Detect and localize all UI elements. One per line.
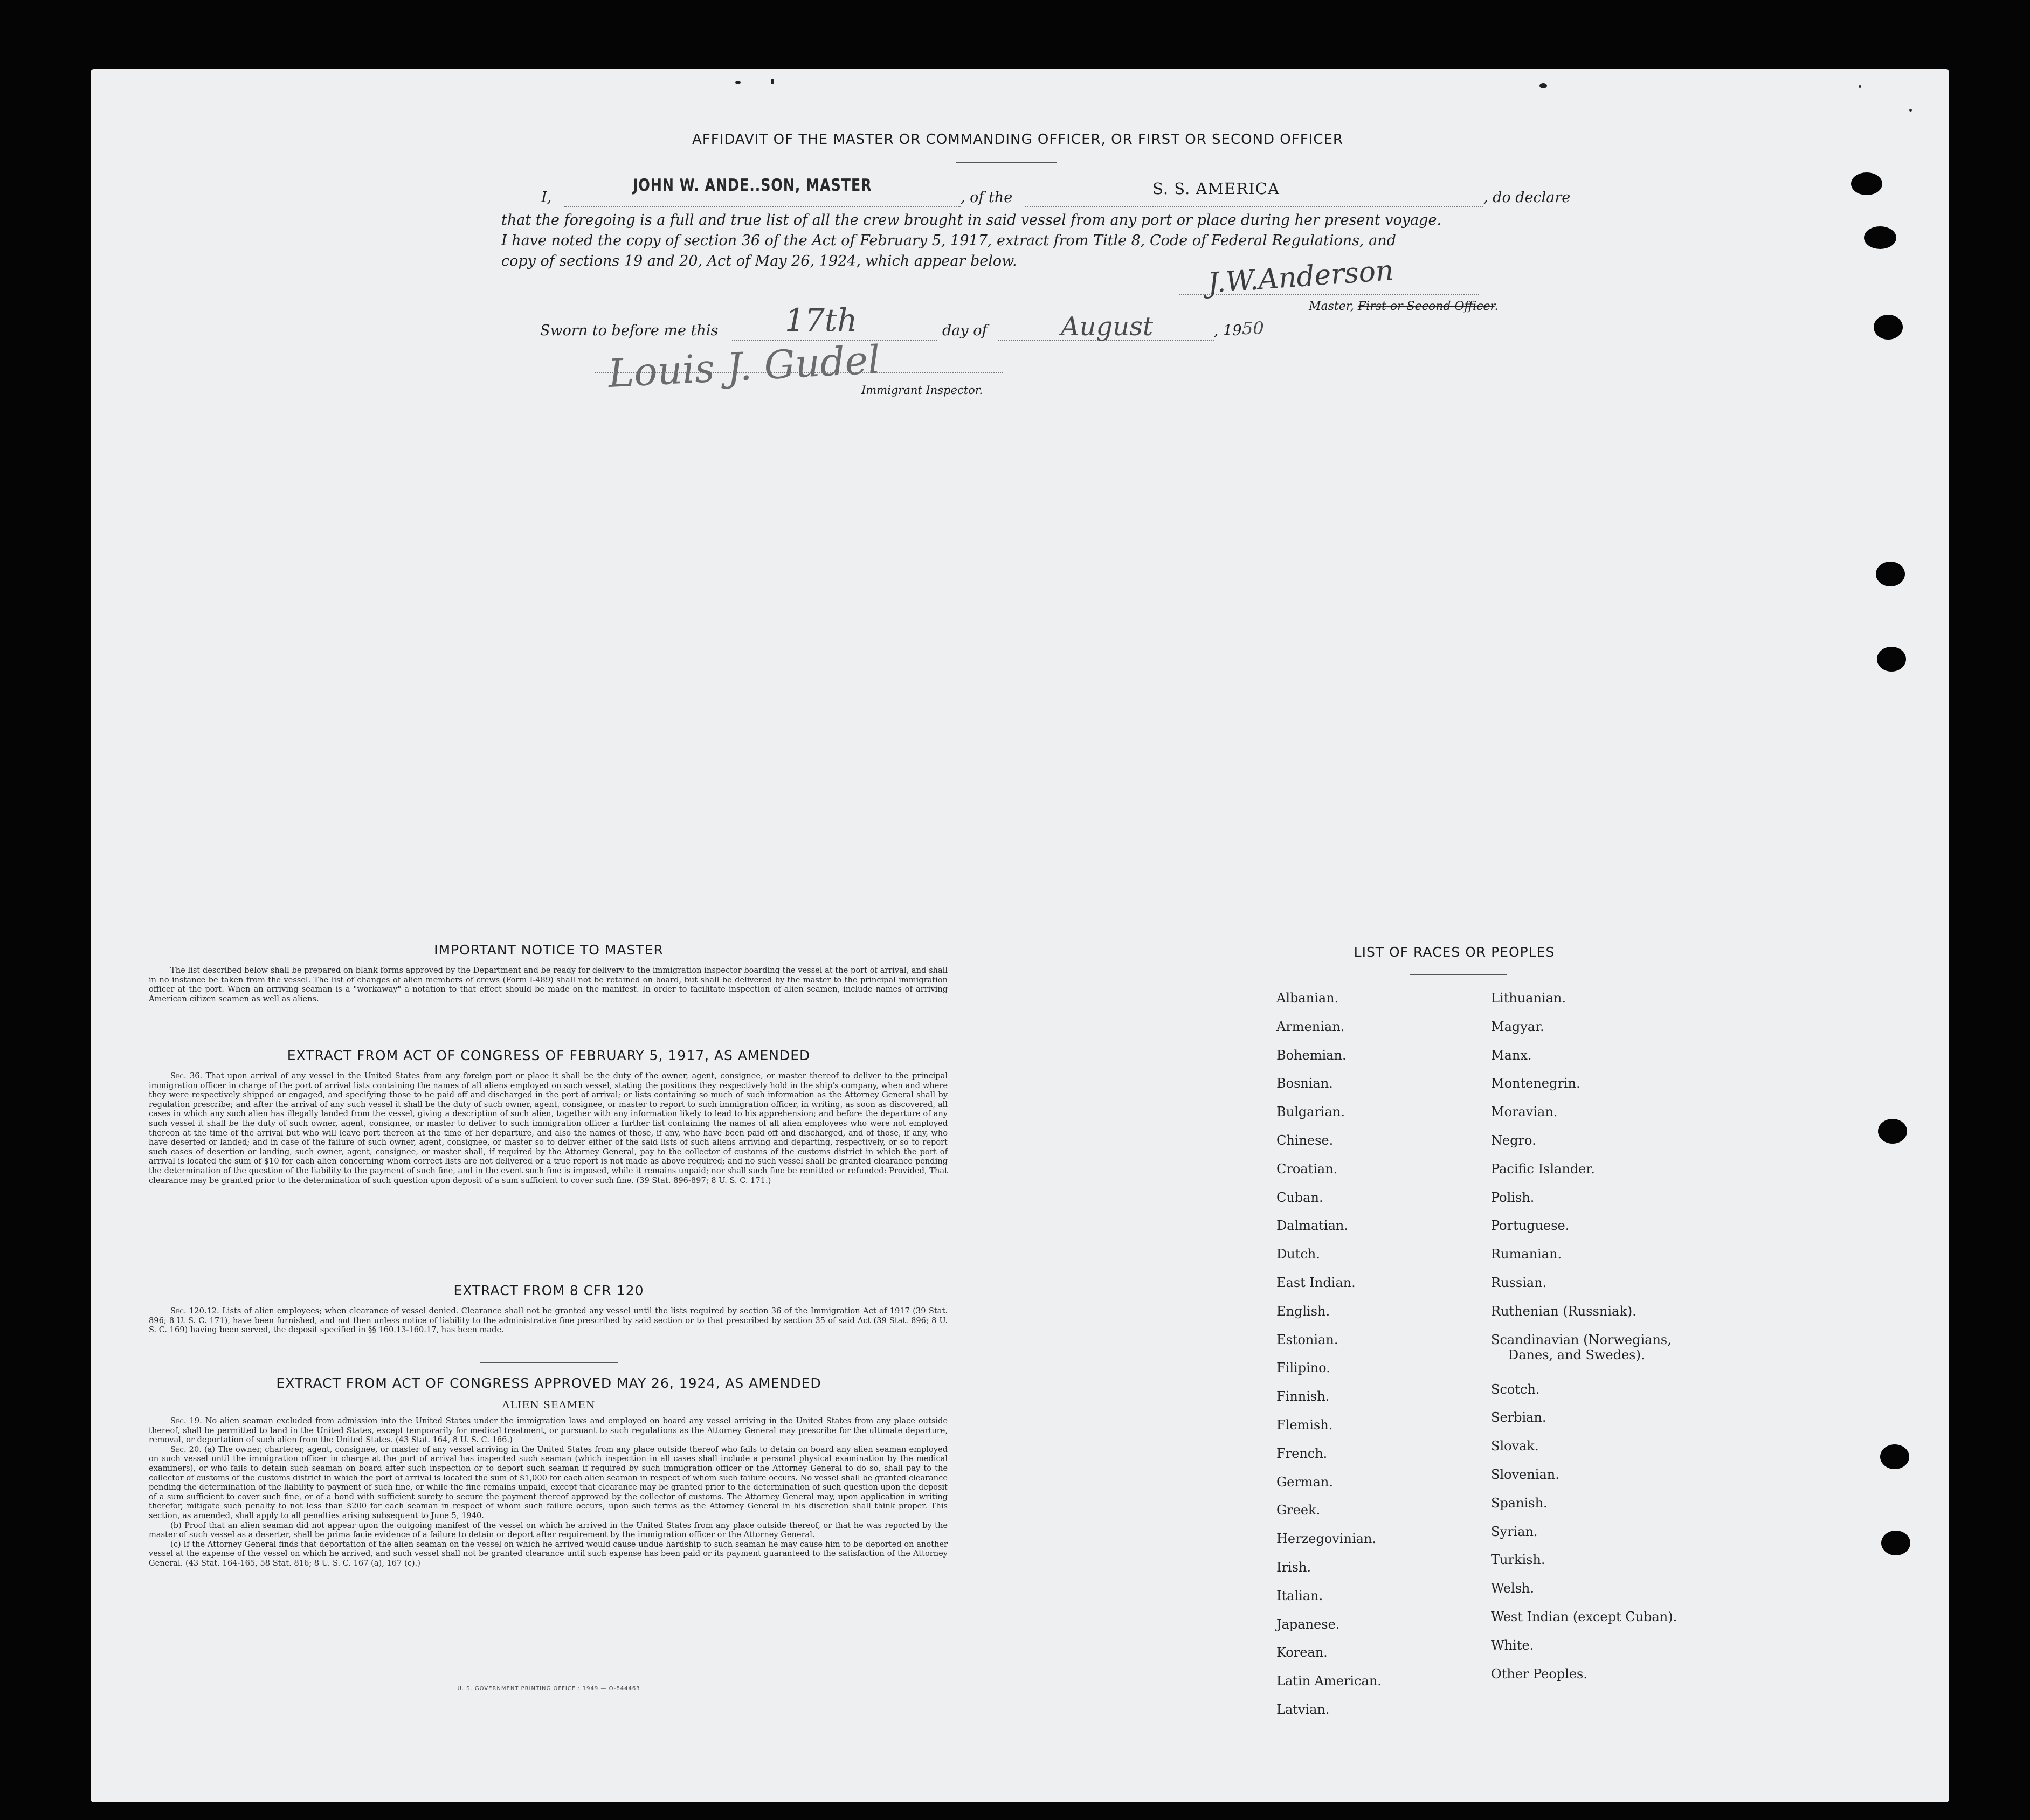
race-item: Moravian.: [1491, 1104, 1558, 1120]
race-item: Pacific Islander.: [1491, 1161, 1595, 1177]
race-item: Scandinavian (Norwegians,: [1491, 1332, 1672, 1347]
race-item: Greek.: [1276, 1503, 1321, 1518]
signature-line: [1179, 294, 1479, 295]
extract-1924-title: EXTRACT FROM ACT OF CONGRESS APPROVED MAY 26, 1924, AS AMENDED: [276, 1375, 821, 1391]
sec-20a: [149, 1445, 948, 1521]
speck: [1909, 109, 1912, 112]
vessel-name-value: S. S. AMERICA: [1152, 179, 1280, 198]
vessel-line: [1025, 206, 1483, 207]
inspector-line: [595, 372, 1003, 373]
race-item: Croatian.: [1276, 1161, 1338, 1177]
race-item: Montenegrin.: [1491, 1076, 1580, 1091]
document-page: [91, 69, 1949, 1802]
master-label: Master,: [1309, 300, 1358, 313]
race-item: German.: [1276, 1474, 1333, 1490]
officer-end: .: [1494, 300, 1499, 313]
race-item: Flemish.: [1276, 1417, 1333, 1433]
punch-hole: [1851, 172, 1882, 195]
sec-19-label: Sec. 19.: [170, 1416, 202, 1425]
race-item: Dalmatian.: [1276, 1218, 1349, 1234]
sec-120-label: Sec. 120.12.: [170, 1306, 219, 1316]
race-item: Filipino.: [1276, 1360, 1330, 1376]
sec-20b: (b) Proof that an alien seaman did not appear upon the outgoing manifest of the vessel on which he arrived in the United States from any place outside thereof, or that he was reported by the master of such vessel as a deserter, shall be prima facie evidence of a failure to detain or deport after requirement by the immigration officer or the Attorney General.: [149, 1520, 948, 1540]
speck: [735, 81, 741, 84]
do-declare-label: , do declare: [1483, 189, 1571, 206]
affidavit-line-3: I have noted the copy of section 36 of the Act of February 5, 1917, extract from Title 8, Code of Federal Regulations, and: [501, 232, 1396, 249]
sec-20c: (c) If the Attorney General finds that deportation of the alien seaman on the vessel on which he arrived would cause undue hardship to such seaman he may cause him to be deported on another vessel at the expense of the vessel on which he arrived, and such vessel shall not be granted clearance until such expense has been paid or its payment guaranteed to the satisfaction of the Attorney General. (43 Stat. 164-165, 58 Stat. 816; 8 U. S. C. 167 (a), 167 (c).): [149, 1539, 948, 1568]
race-item: Polish.: [1491, 1189, 1535, 1205]
punch-hole: [1878, 1119, 1907, 1144]
extract-1924-text: [149, 1416, 948, 1568]
races-title-rule: [1410, 974, 1507, 975]
race-item: Herzegovinian.: [1276, 1531, 1377, 1547]
year-value: 50: [1242, 318, 1264, 338]
speck: [1859, 85, 1861, 88]
notice-title: IMPORTANT NOTICE TO MASTER: [434, 942, 664, 958]
race-item: Italian.: [1276, 1588, 1323, 1603]
officer-label: [1309, 300, 1499, 313]
race-item: Syrian.: [1491, 1524, 1538, 1539]
race-item: Chinese.: [1276, 1133, 1334, 1148]
race-item: Latvian.: [1276, 1702, 1330, 1717]
race-item: Rumanian.: [1491, 1247, 1562, 1262]
race-item: Other Peoples.: [1491, 1666, 1587, 1681]
race-item: Manx.: [1491, 1047, 1532, 1063]
affidavit-line-2: that the foregoing is a full and true list of all the crew brought in said vessel from any port or place during her present voyage.: [501, 212, 1442, 229]
race-item: Albanian.: [1276, 991, 1339, 1006]
officer-struck: First or Second Officer: [1357, 300, 1495, 313]
race-item: Magyar.: [1491, 1019, 1544, 1034]
alien-seamen-subtitle: ALIEN SEAMEN: [502, 1399, 596, 1411]
punch-hole: [1864, 226, 1896, 249]
punch-hole: [1881, 1531, 1910, 1555]
race-item: Cuban.: [1276, 1189, 1323, 1205]
race-item: Finnish.: [1276, 1389, 1330, 1404]
speck: [771, 79, 774, 84]
race-item: Serbian.: [1491, 1410, 1546, 1425]
race-item: Danes, and Swedes).: [1508, 1347, 1645, 1362]
extract-cfr-text: [149, 1306, 948, 1335]
master-name-line: [564, 206, 961, 207]
year-prefix: , 19: [1214, 322, 1242, 339]
race-item: West Indian (except Cuban).: [1491, 1609, 1677, 1624]
day-value: 17th: [785, 302, 858, 338]
printing-office-footer: U. S. GOVERNMENT PRINTING OFFICE : 1949 — O-844463: [457, 1686, 640, 1692]
race-item: Lithuanian.: [1491, 991, 1566, 1006]
punch-hole: [1874, 315, 1903, 340]
speck: [1539, 83, 1547, 88]
of-the-label: , of the: [961, 189, 1013, 206]
race-item: Estonian.: [1276, 1332, 1338, 1347]
sworn-label: Sworn to before me this: [540, 322, 719, 339]
sec-120-text: Lists of alien employees; when clearance of vessel denied. Clearance shall not be granted any vessel until the lists required by section 36 of the Immigration Act of 1917 (39 Stat. 896; 8 U. S. C. 171), have been furnished, and not then unless notice of liability to the administrative fine prescribed by said section or to that prescribed by section 35 of said Act (39 Stat. 896; 8 U. S. C. 169) having been served, the deposit specified in §§ 160.13-160.17, has been made.: [149, 1306, 948, 1335]
punch-hole: [1877, 647, 1906, 672]
race-item: French.: [1276, 1445, 1328, 1461]
race-item: Korean.: [1276, 1645, 1328, 1660]
sec-20a-text: (a) The owner, charterer, agent, consignee, or master of any vessel arriving in the United States from any place outside thereof who fails to detain on board any alien seaman employed on such vessel until the immigration officer in charge at the port of arrival has inspected such seaman (which inspection in all cases shall include a personal physical examination by the medical examiners), or who fails to detain such seaman on board after such inspection or to deport such seaman if required by such immigration officer or the Attorney General to do so, shall pay to the collector of customs of the customs district in which the port of arrival is located the sum of $1,000 for each alien seaman in respect of whom such failure occurs. No vessel shall be granted clearance pending the determination of the liability to payment of such fine, or while the fine remains unpaid, except that clearance may be granted prior to the determination of such question upon the deposit of a sum sufficient to cover such fine, or of a bond with sufficient surety to secure the payment thereof approved by the collector of customs. The Attorney General may, upon application in writing therefor, mitigate such penalty to not less than $200 for each seaman in respect of whom such failure occurs, upon such terms as the Attorney General in his discretion shall think proper. This section, as amended, shall apply to all penalties arising subsequent to June 5, 1940.: [149, 1444, 948, 1520]
extract-1917-title: EXTRACT FROM ACT OF CONGRESS OF FEBRUARY 5, 1917, AS AMENDED: [287, 1048, 811, 1063]
race-item: Armenian.: [1276, 1019, 1345, 1034]
title-rule: [956, 162, 1057, 163]
race-item: Dutch.: [1276, 1247, 1320, 1262]
notice-text: The list described below shall be prepared on blank forms approved by the Department and be ready for delivery to the immigration inspector boarding the vessel at the port of arrival, and shall in no instance be taken from the vessel. The list of changes of alien members of crews (Form I-489) shall not be retained on board, but shall be delivered by the master to the principal immigration officer at the port. When an arriving seaman is a "workaway" a notation to that effect should be made on the manifest. In order to facilitate inspection of alien seamen, include names of arriving American citizen seamen as well as aliens.: [149, 966, 948, 1004]
race-item: Negro.: [1491, 1133, 1536, 1148]
master-name-value: JOHN W. ANDE..SON, MASTER: [633, 176, 872, 195]
sec-36-text: That upon arrival of any vessel in the United States from any foreign port or place it shall be the duty of the owner, agent, consignee, or master thereof to deliver to the principal immigration officer in charge of the port of arrival lists containing the names of all aliens employed on such vessel, stating the positions they respectively hold in the ship's company, when and where they were respectively shipped or engaged, and specifying those to be paid off and discharged in the port of arrival; or lists containing so much of such information as the Attorney General shall by regulation prescribe; and after the arrival of any such vessel it shall be the duty of such owner, agent, consignee, or master to report to such immigration officer, in writing, as soon as discovered, all cases in which any such alien has illegally landed from the vessel, giving a description of such alien, together with any information likely to lead to his apprehension; and before the departure of any such vessel it shall be the duty of such owner, agent, consignee, or master to deliver to such immigration officer a further list containing the names of all alien employees who were not employed thereon at the time of the arrival but who will leave port thereon at the time of her departure, and also the names of those, if any, who have been paid off and discharged, and of those, if any, who have deserted or landed; and in case of the failure of such owner, agent, consignee, or master so to deliver either of the said lists of such aliens arriving and departing, respectively, or so to report such cases of desertion or landing, such owner, agent, consignee, or master shall, if required by the Attorney General, pay to the collector of customs of the customs district in which the port of arrival is located the sum of $10 for each alien concerning whom correct lists are not delivered or a true report is not made as above required; and no such vessel shall be granted clearance pending the determination of the question of the liability to the payment of such fine, and in the event such fine is imposed, while it remains unpaid; nor shall such fine be remitted or refunded: Provided, That clearance may be granted prior to the determination of such question upon deposit of a sum sufficient to cover such fine. (39 Stat. 896-897; 8 U. S. C. 171.): [149, 1071, 948, 1185]
inspector-label: Immigrant Inspector.: [861, 384, 983, 397]
race-item: White.: [1491, 1637, 1534, 1653]
affidavit-title: AFFIDAVIT OF THE MASTER OR COMMANDING OFFICER, OR FIRST OR SECOND OFFICER: [692, 132, 1343, 148]
affidavit-line-4: copy of sections 19 and 20, Act of May 26, 1924, which appear below.: [501, 253, 1017, 269]
race-item: Portuguese.: [1491, 1218, 1570, 1234]
race-item: Irish.: [1276, 1560, 1311, 1575]
master-signature: J.W.Anderson: [1206, 254, 1395, 300]
sec-20-label: Sec. 20.: [170, 1444, 202, 1454]
race-item: Bohemian.: [1276, 1047, 1347, 1063]
inspector-signature: Louis J. Gudel: [607, 336, 881, 397]
race-item: Spanish.: [1491, 1495, 1548, 1511]
race-item: Latin American.: [1276, 1673, 1382, 1689]
extract-cfr-title: EXTRACT FROM 8 CFR 120: [453, 1283, 644, 1298]
races-title: LIST OF RACES OR PEOPLES: [1354, 944, 1555, 960]
race-item: East Indian.: [1276, 1275, 1356, 1290]
day-of-label: day of: [942, 322, 988, 339]
sec-19-text: No alien seaman excluded from admission into the United States under the immigration laws and employed on board any vessel arriving in the United States from any place outside thereof, shall be permitted to land in the United States, except temporarily for medical treatment, or pursuant to such regulations as the Attorney General may prescribe for the ultimate departure, removal, or deportation of such alien from the United States. (43 Stat. 164, 8 U. S. C. 166.): [149, 1416, 948, 1445]
race-item: Russian.: [1491, 1275, 1547, 1290]
race-item: English.: [1276, 1303, 1330, 1319]
sec-19: [149, 1416, 948, 1445]
punch-hole: [1876, 562, 1905, 586]
race-item: Bosnian.: [1276, 1076, 1333, 1091]
race-item: Bulgarian.: [1276, 1104, 1345, 1120]
race-item: Ruthenian (Russniak).: [1491, 1303, 1637, 1319]
punch-hole: [1880, 1444, 1909, 1469]
divider: [480, 1362, 618, 1363]
race-item: Scotch.: [1491, 1381, 1540, 1397]
race-item: Turkish.: [1491, 1552, 1545, 1568]
i-label: I,: [541, 189, 552, 206]
race-item: Welsh.: [1491, 1581, 1534, 1596]
race-item: Slovenian.: [1491, 1467, 1559, 1482]
race-item: Japanese.: [1276, 1616, 1340, 1632]
sec-36-label: Sec. 36.: [170, 1071, 203, 1081]
month-value: August: [1061, 312, 1154, 342]
extract-1917-text: [149, 1071, 948, 1185]
race-item: Slovak.: [1491, 1438, 1539, 1454]
